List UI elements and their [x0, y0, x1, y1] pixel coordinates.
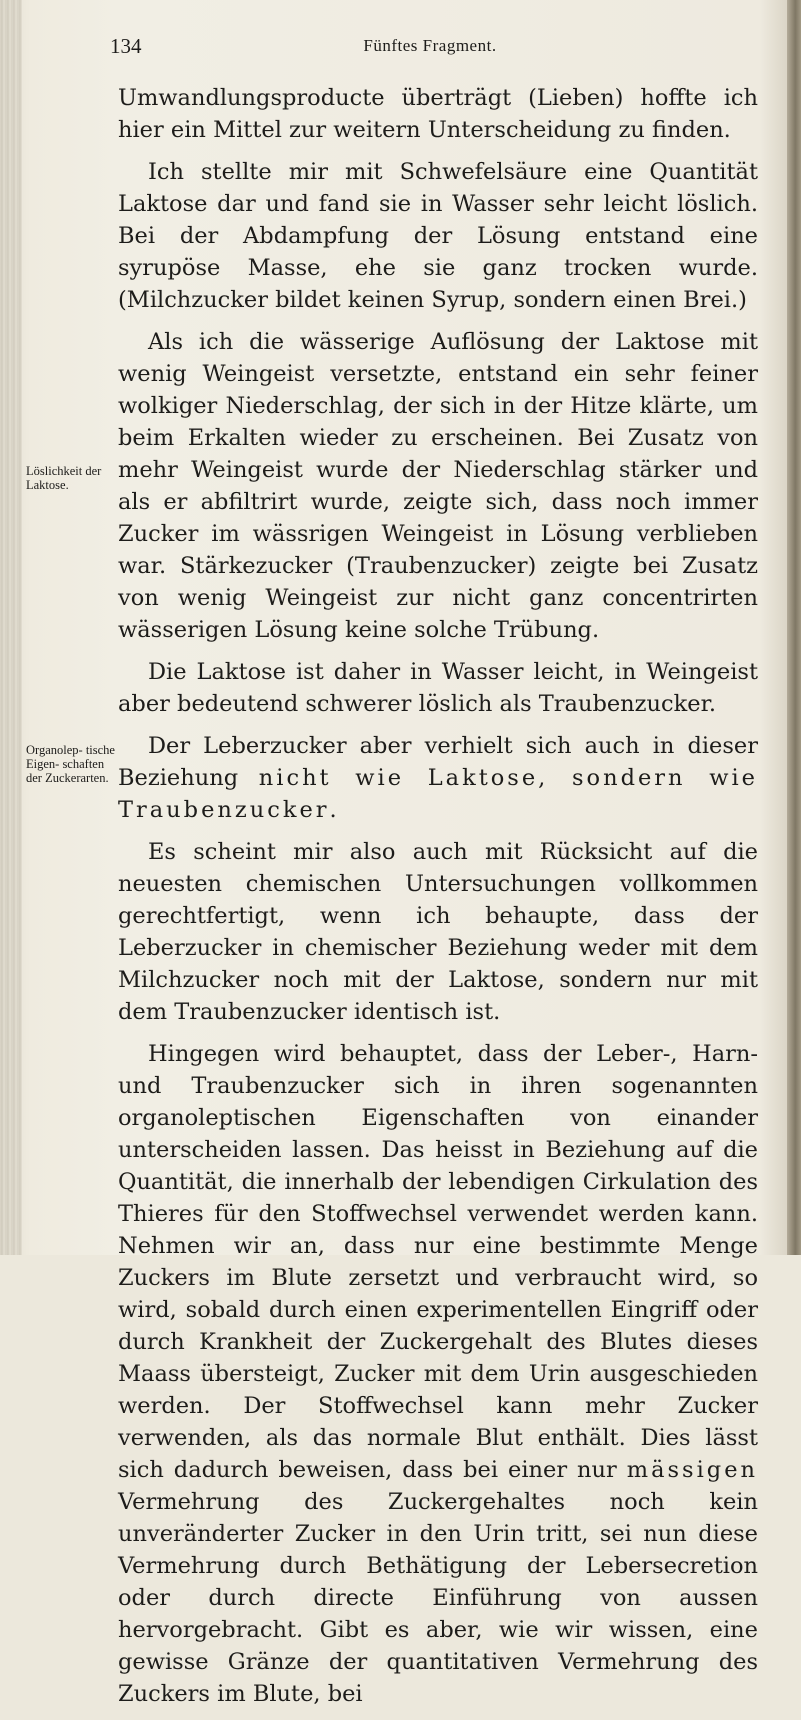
page-number: 134 — [110, 34, 142, 58]
margin-note-loeslichkeit: Löslichkeit der Laktose. — [26, 464, 102, 492]
paragraph-7-text: Hingegen wird behauptet, dass der Leber-, Harn- und Traubenzucker sich in ihren sogenannten organoleptischen Eigenschaften von einander unterscheiden lassen. Das heisst in Beziehung auf die Quantität, die innerhalb der lebendigen Cirkulation des Thieres für den Stoffwechsel verwendet werden kann. Nehmen wir an, dass nur eine bestimmte Menge Zuckers im Blute zersetzt und verbraucht wird, so wird, sobald durch einen experimentellen Eingriff oder durch Krankheit der Zuckergehalt des Blutes dieses Maass übersteigt, Zucker mit dem Urin ausgeschieden werden. Der Stoffwechsel kann mehr Zucker verwenden, als das normale Blut enthält. Dies lässt sich dadurch beweisen, dass bei einer nur — [118, 1041, 758, 1483]
paragraph-4: Die Laktose ist daher in Wasser leicht, in Weingeist aber bedeutend schwerer löslich als Traubenzucker. — [118, 659, 758, 717]
paragraph-3: Als ich die wässerige Auflösung der Laktose mit wenig Weingeist versetzte, entstand ein sehr feiner wolkiger Niederschlag, der sich in der Hitze klärte, um beim Erkalten wieder zu erscheinen. Bei Zusatz von mehr Weingeist wurde der Niederschlag stärker und als er abfiltrirt wurde, zeigte sich, dass noch immer Zucker im wässrigen Weingeist in Lösung verblieben war. Stärkezucker (Traubenzucker) zeigte bei Zusatz von wenig Weingeist zur nicht ganz concentrirten wässerigen Lösung keine solche Trübung. — [118, 329, 758, 643]
paragraph-2: Ich stellte mir mit Schwefelsäure eine Quantität Laktose dar und fand sie in Wasser sehr leicht löslich. Bei der Abdampfung der Lösung entstand eine syrupöse Masse, ehe sie ganz trocken wurde. (Milchzucker bildet keinen Syrup, sondern einen Brei.) — [118, 159, 758, 313]
paragraph-6: Es scheint mir also auch mit Rücksicht auf die neuesten chemischen Untersuchungen vollkommen gerechtfertigt, wenn ich behaupte, dass der Leberzucker in chemischer Beziehung weder mit dem Milchzucker noch mit der Laktose, sondern nur mit dem Traubenzucker identisch ist. — [118, 839, 758, 1025]
paragraph-5 — [118, 730, 758, 826]
running-head — [110, 34, 750, 64]
page-binding-edge — [0, 0, 22, 1255]
paragraph-1: Umwandlungsproducte überträgt (Lieben) hoffte ich hier ein Mittel zur weitern Unterscheidung zu finden. — [118, 85, 758, 143]
paragraph-7 — [118, 1038, 758, 1710]
chapter-title: Fünftes Fragment. — [363, 36, 497, 55]
paragraph-5-emphasis: nicht wie Laktose, sondern wie Traubenzucker — [118, 765, 758, 823]
margin-note-organoleptisch: Organolep- tische Eigen- schaften der Zuckerarten. — [26, 743, 115, 785]
paragraph-5-end: . — [329, 797, 337, 823]
body-text — [118, 82, 758, 1720]
paragraph-7-emphasis: mässigen — [626, 1457, 758, 1483]
paragraph-5-text: Der Leberzucker aber verhielt sich auch in dieser Beziehung — [118, 733, 758, 791]
paragraph-7-end: Vermehrung des Zuckergehaltes noch kein unveränderter Zucker in den Urin tritt, sei nun diese Vermehrung durch Bethätigung der Lebersecretion oder durch directe Einführung von aussen hervorgebracht. Gibt es aber, wie wir wissen, eine gewisse Gränze der quantitativen Vermehrung des Zuckers im Blute, bei — [118, 1489, 758, 1707]
page-fore-edge — [787, 0, 801, 1255]
